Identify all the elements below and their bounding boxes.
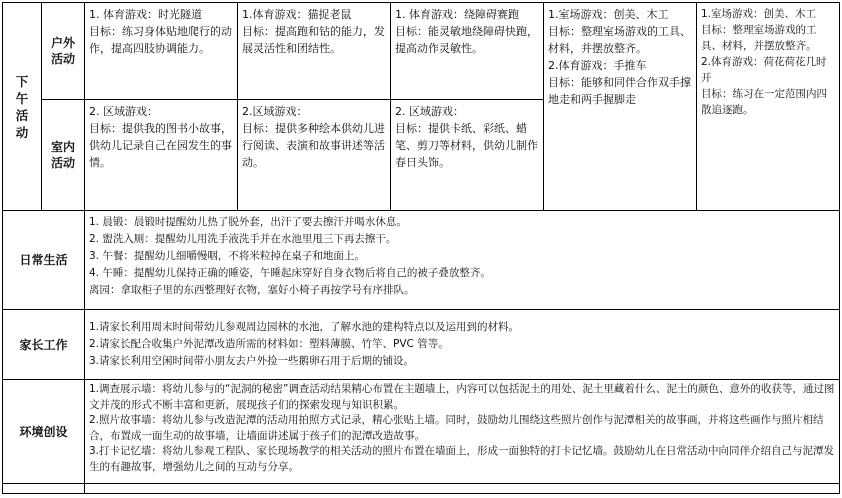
activity-title: 2.体育游戏：荷花荷花几时开 xyxy=(701,56,827,84)
parents-item: 2.请家长配合收集户外泥潭改造所需的材料如：塑料薄膜、竹竿、PVC 管等。 xyxy=(89,338,449,350)
indoor-cell xyxy=(238,100,391,211)
activity-title: 1. 体育游戏：时光隧道 xyxy=(89,8,202,21)
activity-title: 1.体育游戏：猫捉老鼠 xyxy=(242,8,352,21)
next-row-label-cell xyxy=(3,484,85,494)
daily-label: 日常生活 xyxy=(3,211,85,310)
parents-item: 3.请家长利用空闲时间带小朋友去户外捡一些鹅卵石用于后期的铺设。 xyxy=(89,355,415,367)
activity-title: 2. 区域游戏： xyxy=(89,105,158,118)
indoor-cell xyxy=(85,100,238,211)
afternoon-label-text: 下午活动 xyxy=(15,73,29,140)
daily-item: 离园：拿取柜子里的东西整理好衣物，塞好小椅子再按学号有序排队。 xyxy=(89,284,415,296)
environment-row xyxy=(3,380,840,484)
afternoon-outdoor-row xyxy=(3,3,840,100)
activity-title: 1.室场游戏：创美、木工 xyxy=(701,8,817,20)
daily-row xyxy=(3,211,840,310)
activity-title: 2.区域游戏： xyxy=(242,105,308,118)
outdoor-cell xyxy=(85,3,238,100)
next-row-content-cell xyxy=(85,484,840,494)
activity-title: 2.体育游戏：手推车 xyxy=(548,59,647,72)
activity-goal: 目标：提供卡纸、彩纸、蜡笔、剪刀等材料，供幼儿制作春日头饰。 xyxy=(395,122,538,169)
parents-label: 家长工作 xyxy=(3,310,85,380)
outdoor-indoor-cell xyxy=(697,3,840,211)
activity-goal: 目标：练习身体贴地爬行的动作，提高四肢协调能力。 xyxy=(89,25,232,55)
indoor-label xyxy=(42,100,85,211)
activity-goal: 目标：能灵敏地绕障碍快跑，提高动作灵敏性。 xyxy=(395,25,538,55)
afternoon-label xyxy=(3,3,42,211)
daily-item: 4. 午睡：提醒幼儿保持正确的睡姿，午睡起床穿好自身衣物后将自己的被子叠放整齐。 xyxy=(89,267,491,279)
activity-goal: 目标：整理室场游戏的工具、材料，并摆放整齐。 xyxy=(701,24,817,52)
environment-item: 1.调查展示墙：将幼儿参与的“泥洞的秘密”调查活动结果精心布置在主题墙上，内容可以包括泥土的用处、泥土里藏着什么、泥土的颜色、意外的收获等，通过图文并茂的形式不断丰富和更新，展现孩子们的探索发现与知识积累。 xyxy=(89,383,835,411)
activity-goal: 目标：整理室场游戏的工具、材料，并摆放整齐。 xyxy=(548,25,691,55)
outdoor-indoor-cell xyxy=(544,3,697,211)
environment-label: 环境创设 xyxy=(3,380,85,484)
outdoor-cell xyxy=(238,3,391,100)
outdoor-label-text: 户外活动 xyxy=(50,36,75,66)
daily-content xyxy=(85,211,840,310)
activity-goal: 目标：能够和同伴合作双手撑地走和两手握脚走 xyxy=(548,76,691,106)
activity-title: 1. 体育游戏：绕障碍赛跑 xyxy=(395,8,519,21)
daily-item: 2. 盥洗入厕：提醒幼儿用洗手液洗手并在水池里甩三下再去擦干。 xyxy=(89,233,397,245)
activity-goal: 目标：提供多种绘本供幼儿进行阅读、表演和故事讲述等活动。 xyxy=(242,122,385,169)
outdoor-cell xyxy=(391,3,544,100)
indoor-cell xyxy=(391,100,544,211)
outdoor-label xyxy=(42,3,85,100)
activity-goal: 目标：提供我的图书小故事，供幼儿记录自己在园发生的事情。 xyxy=(89,122,232,169)
parents-item: 1.请家长利用周末时间带幼儿参观周边园林的水池，了解水池的建构特点以及运用到的材料。 xyxy=(89,321,520,333)
next-row-edge xyxy=(3,484,840,494)
environment-content xyxy=(85,380,840,484)
activity-title: 1.室场游戏：创美、木工 xyxy=(548,8,669,21)
daily-item: 1. 晨锻：晨锻时提醒幼儿热了脱外套，出汗了要去擦汗并喝水休息。 xyxy=(89,216,407,228)
activity-goal: 目标：练习在一定范围内四散追逐跑。 xyxy=(701,88,827,116)
indoor-label-text: 室内活动 xyxy=(50,140,75,170)
parents-row xyxy=(3,310,840,380)
plan-table xyxy=(2,2,840,494)
activity-title: 2. 区域游戏： xyxy=(395,105,464,118)
activity-goal: 目标：提高跑和钻的能力，发展灵活性和团结性。 xyxy=(242,25,385,55)
daily-item: 3. 午餐：提醒幼儿细嚼慢咽，不将米粒掉在桌子和地面上。 xyxy=(89,250,365,262)
environment-item: 3.打卡记忆墙：将幼儿参观工程队、家长现场教学的相关活动的照片布置在墙面上，形成一面独特的打卡记忆墙。鼓励幼儿在日常活动中向同伴介绍自己与泥潭发生的有趣故事，增强幼儿之间的互动与分享。 xyxy=(89,445,835,473)
parents-content xyxy=(85,310,840,380)
environment-item: 2.照片故事墙：将幼儿参与改造泥潭的活动用拍照方式记录，精心张贴上墙。同时，鼓励幼儿围绕这些照片创作与泥潭相关的故事画，并将这些画作与照片相结合，布置成一面生动的故事墙，让墙面讲述属于孩子们的泥潭改造故事。 xyxy=(89,414,824,442)
